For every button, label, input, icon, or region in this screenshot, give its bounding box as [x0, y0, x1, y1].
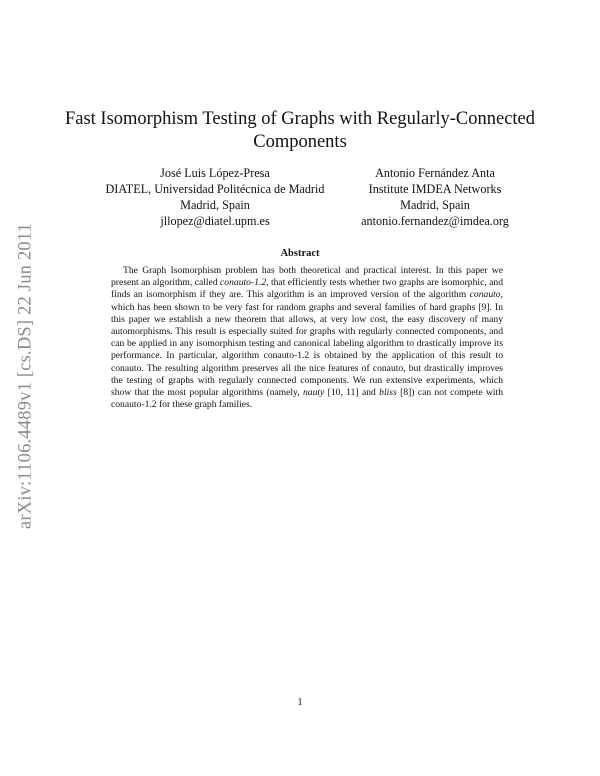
abstract-body — [111, 265, 503, 411]
abstract-text: [10, 11] and — [324, 387, 380, 399]
author-email: jllopez@diatel.upm.es — [160, 214, 270, 228]
author-affiliation: DIATEL, Universidad Politécnica de Madrid — [105, 182, 325, 196]
abstract-emphasis: conauto-1.2 — [220, 277, 267, 289]
abstract-text: [8]) can not compete with conauto-1.2 for these graph families. — [111, 387, 504, 411]
abstract-text: , which has been shown to be very fast for random graphs and several families of hard graphs [9]. In this paper we establish a new theorem that allows, at very low cost, the easy discovery of many automorphisms. This result is especially suited for graphs with regularly connected components, and can be applied in any isomorphism testing and canonical labeling algorithm to drastically improve its performance. In particular, algorithm conauto-1.2 is obtained by the application of this result to conauto. The resulting algorithm preserves all the nice features of conauto, but drastically improves the testing of graphs with regularly connected components. We run extensive experiments, which show that the most popular algorithms (namely, — [111, 289, 503, 399]
abstract-text: , that efficiently tests whether two graphs are isomorphic, and finds an isomorphism if they are. This algorithm is an improved version of the algorithm — [111, 277, 503, 301]
author-location: Madrid, Spain — [180, 198, 250, 212]
arxiv-sidebar — [6, 198, 46, 554]
author-block-2 — [340, 165, 530, 229]
author-name: José Luis López-Presa — [160, 166, 270, 180]
page-number: 1 — [297, 697, 303, 708]
author-email: antonio.fernandez@imdea.org — [361, 214, 509, 228]
abstract-emphasis: nauty — [302, 387, 325, 399]
author-location: Madrid, Spain — [400, 198, 470, 212]
paper-title: Fast Isomorphism Testing of Graphs with Regularly-Connected Components — [64, 109, 536, 152]
abstract-heading: Abstract — [280, 248, 320, 259]
abstract-emphasis: conauto — [469, 289, 501, 301]
arxiv-identifier: arXiv:1106.4489v1 [cs.DS] 22 Jun 2011 — [15, 222, 36, 530]
author-name: Antonio Fernández Anta — [375, 166, 495, 180]
author-affiliation: Institute IMDEA Networks — [368, 182, 502, 196]
abstract-emphasis: bliss — [379, 387, 397, 399]
author-block-1 — [90, 165, 340, 229]
abstract-text: The Graph Isomorphism problem has both theoretical and practical interest. In this paper we present an algorithm, called — [111, 265, 503, 289]
